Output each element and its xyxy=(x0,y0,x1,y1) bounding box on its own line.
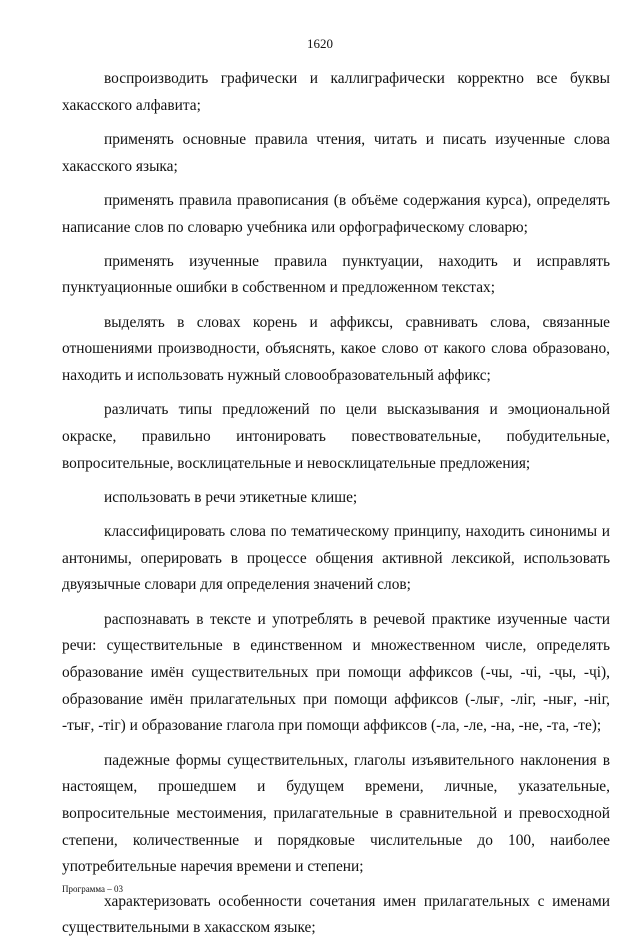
page-number: 1620 xyxy=(307,36,333,51)
paragraph: воспроизводить графически и каллиграфически корректно все буквы хакасского алфавита; xyxy=(62,70,610,114)
paragraph: применять изученные правила пунктуации, находить и исправлять пунктуационные ошибки в собственном и предложенном текстах; xyxy=(62,252,610,297)
paragraph: использовать в речи этикетные клише; xyxy=(104,488,358,506)
document-body xyxy=(62,66,610,950)
paragraph: применять правила правописания (в объёме содержания курса), определять написание слов по словарю учебника или орфографическому словарю; xyxy=(62,191,610,236)
paragraph: падежные формы существительных, глаголы изъявительного наклонения в настоящем, прошедшем и будущем времени, личные, указательные, вопросительные местоимения, прилагательные в сравнительной и превосходной степени, количественные и порядковые числительные до 100, наиболее употребительные наречия времени и степени; xyxy=(62,751,610,876)
paragraph: распознавать в тексте и употреблять в речевой практике изученные части речи: существительные в единственном и множественном числе, определять образование имён существительных при помощи аффиксов (-чы, -чі, -ҷы, -ҷі), образование имён прилагательных при помощи аффиксов (-лығ, -ліг, -нығ, -ніг, -тығ, -тіг) и образование глагола при помощи аффиксов (-ла, -ле, -на, -не, -та, -те); xyxy=(62,610,610,735)
paragraph: классифицировать слова по тематическому принципу, находить синонимы и антонимы, оперировать в процессе общения активной лексикой, использовать двуязычные словари для определения значений слов; xyxy=(62,523,610,594)
paragraph: выделять в словах корень и аффиксы, сравнивать слова, связанные отношениями производности, объяснять, какое слово от какого слова образовано, находить и использовать нужный словообразовательный аффикс; xyxy=(62,313,610,385)
paragraph: характеризовать особенности сочетания имен прилагательных с именами существительными в хакасском языке; xyxy=(62,892,610,937)
paragraph: различать типы предложений по цели высказывания и эмоциональной окраске, правильно интонировать повествовательные, побудительные, вопросительные, восклицательные и невосклицательные предложения; xyxy=(62,401,610,472)
paragraph: применять основные правила чтения, читать и писать изученные слова хакасского языка; xyxy=(62,130,610,175)
page-footer: Программа – 03 xyxy=(62,884,124,894)
